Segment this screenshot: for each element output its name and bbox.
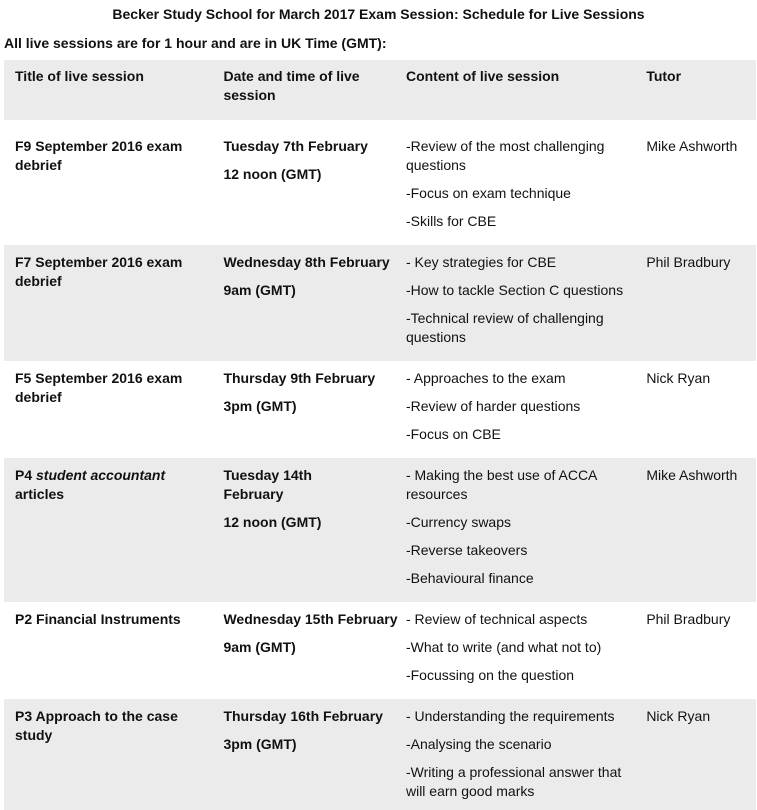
session-title: F9 September 2016 exam debrief [15, 138, 183, 173]
session-content [401, 610, 646, 699]
session-tutor: Nick Ryan [646, 370, 711, 386]
session-day: Thursday 16th February [223, 708, 383, 724]
session-day: Thursday 9th February [223, 370, 376, 386]
content-item: -Behavioural finance [405, 570, 534, 586]
schedule-table [4, 60, 756, 810]
content-item: -Focus on exam technique [405, 185, 571, 201]
session-datetime [220, 707, 401, 810]
session-datetime [220, 369, 401, 458]
content-item: - Approaches to the exam [405, 370, 566, 386]
session-title: F7 September 2016 exam debrief [15, 254, 183, 289]
session-datetime [220, 253, 401, 361]
table-header-row [4, 60, 756, 120]
session-time: 12 noon (GMT) [223, 514, 322, 530]
session-title: F5 September 2016 exam debrief [15, 370, 183, 405]
content-item: -Currency swaps [405, 514, 511, 530]
content-item: -Review of harder questions [405, 398, 581, 414]
session-title: P3 Approach to the case study [15, 708, 178, 743]
content-item: - Review of technical aspects [405, 611, 588, 627]
session-title-italic: student accountant [36, 467, 166, 483]
content-item: -Skills for CBE [405, 213, 497, 229]
session-day: Tuesday 7th February [223, 138, 368, 154]
session-title [4, 466, 220, 602]
session-time: 3pm (GMT) [223, 736, 297, 752]
content-item: - Key strategies for CBE [405, 254, 557, 270]
session-tutor: Phil Bradbury [646, 254, 731, 270]
session-title: P2 Financial Instruments [15, 611, 181, 627]
session-day: Wednesday 8th February [223, 254, 390, 270]
session-day: Wednesday 15th February [223, 611, 398, 627]
table-row [4, 128, 756, 245]
content-item: - Understanding the requirements [405, 708, 615, 724]
intro-text: All live sessions are for 1 hour and are in UK Time (GMT): [4, 35, 387, 51]
content-item: -Focussing on the question [405, 667, 575, 683]
session-content [401, 707, 646, 810]
session-datetime [220, 610, 401, 699]
content-item: -Analysing the scenario [405, 736, 552, 752]
page-title: Becker Study School for March 2017 Exam Session: Schedule for Live Sessions [112, 6, 645, 22]
session-tutor: Mike Ashworth [646, 467, 738, 483]
session-content [401, 369, 646, 458]
session-content [401, 253, 646, 361]
content-item: -Writing a professional answer that will earn good marks [405, 764, 622, 799]
table-row [4, 602, 756, 699]
session-datetime [220, 466, 401, 602]
session-time: 3pm (GMT) [223, 398, 297, 414]
session-day: Tuesday 14th February [223, 467, 312, 502]
table-row [4, 361, 756, 458]
table-row [4, 458, 756, 602]
session-content [401, 466, 646, 602]
content-item: -How to tackle Section C questions [405, 282, 624, 298]
content-item: -Technical review of challenging questions [405, 310, 604, 345]
table-row [4, 699, 756, 810]
content-item: - Making the best use of ACCA resources [405, 467, 597, 502]
session-time: 12 noon (GMT) [223, 166, 322, 182]
header-title: Title of live session [15, 68, 144, 84]
session-time: 9am (GMT) [223, 639, 296, 655]
content-item: -Reverse takeovers [405, 542, 528, 558]
header-content: Content of live session [405, 68, 560, 84]
session-tutor: Mike Ashworth [646, 138, 738, 154]
session-title-code: P4 [15, 467, 33, 483]
header-tutor: Tutor [646, 68, 682, 84]
content-item: -Focus on CBE [405, 426, 501, 442]
session-datetime [220, 137, 401, 245]
header-date: Date and time of live session [223, 68, 360, 103]
content-item: -What to write (and what not to) [405, 639, 602, 655]
session-title-rest: articles [15, 486, 65, 502]
content-item: -Review of the most challenging questions [405, 138, 605, 173]
session-tutor: Nick Ryan [646, 708, 711, 724]
session-tutor: Phil Bradbury [646, 611, 731, 627]
table-row [4, 245, 756, 361]
session-time: 9am (GMT) [223, 282, 296, 298]
session-content [401, 137, 646, 245]
